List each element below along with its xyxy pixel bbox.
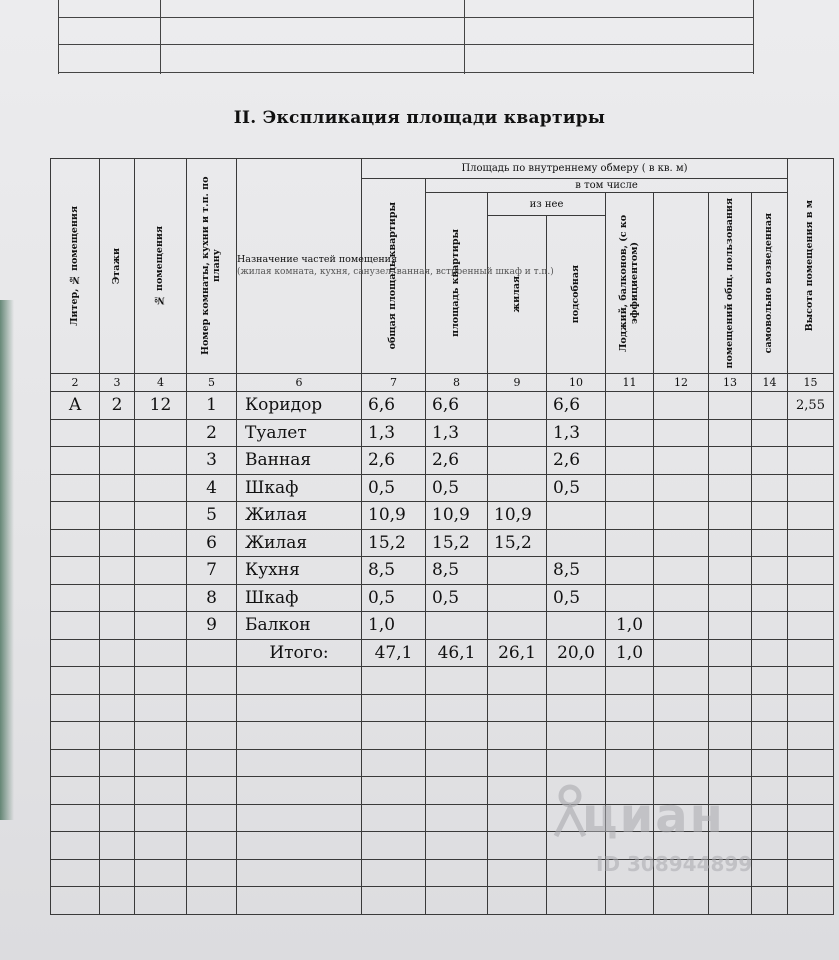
header-apartment-area: площадь квартиры	[426, 193, 488, 374]
header-litera: Литер, № помещения	[51, 159, 100, 374]
table-row: 5 Жилая 10,9 10,9 10,9	[51, 502, 834, 530]
table-row: 7 Кухня 8,5 8,5 8,5	[51, 557, 834, 585]
column-numbers-row: 2 3 4 5 6 7 8 9 10 11 12 13 14 15	[51, 374, 834, 392]
header-unauthorized: самовольно возведенная	[752, 193, 788, 374]
watermark-id: ID 308944899	[596, 852, 753, 876]
header-in-that: в том числе	[426, 179, 788, 193]
empty-row	[51, 749, 834, 777]
page-edge-shadow	[0, 300, 14, 820]
header-floor: Этажи	[100, 159, 135, 374]
watermark-brand: циан	[582, 788, 725, 844]
table-row: 3 Ванная 2,6 2,6 2,6	[51, 447, 834, 475]
table-row: 9 Балкон 1,0 1,0	[51, 612, 834, 640]
table-row: А 2 12 1 Коридор 6,6 6,6 6,6 2,55	[51, 392, 834, 420]
section-title: II. Экспликация площади квартиры	[233, 108, 606, 128]
table-row: 8 Шкаф 0,5 0,5 0,5	[51, 584, 834, 612]
table-row: 4 Шкаф 0,5 0,5 0,5	[51, 474, 834, 502]
header-purpose: Назначение частей помещения (жилая комната, кухня, санузел, ванная, встроенный шкаф и т.п.)	[237, 159, 362, 374]
header-balcony: Лоджий, балконов, (с ко эффициентом)	[606, 193, 654, 374]
header-area-group: Площадь по внутреннему обмеру ( в кв. м)	[362, 159, 788, 179]
empty-row	[51, 722, 834, 750]
header-total-area: общая площадь квартиры	[362, 179, 426, 374]
header-apartment-number: № помещения	[135, 159, 187, 374]
empty-row	[51, 887, 834, 915]
header-col-12	[654, 193, 709, 374]
empty-row	[51, 667, 834, 695]
empty-row	[51, 694, 834, 722]
header-room-number: Номер комнаты, кухни и т.п. по плану	[187, 159, 237, 374]
table-row: 6 Жилая 15,2 15,2 15,2	[51, 529, 834, 557]
previous-table-remnant	[58, 0, 754, 74]
header-of-which: из нее	[488, 193, 606, 216]
totals-row: Итого: 47,1 46,1 26,1 20,0 1,0	[51, 639, 834, 667]
header-common-use: помещений общ. пользования	[709, 193, 752, 374]
header-living: жилая	[488, 216, 547, 374]
table-row: 2 Туалет 1,3 1,3 1,3	[51, 419, 834, 447]
totals-label: Итого:	[237, 639, 362, 667]
header-height: Высота помещения в м	[788, 159, 834, 374]
header-auxiliary: подсобная	[547, 216, 606, 374]
